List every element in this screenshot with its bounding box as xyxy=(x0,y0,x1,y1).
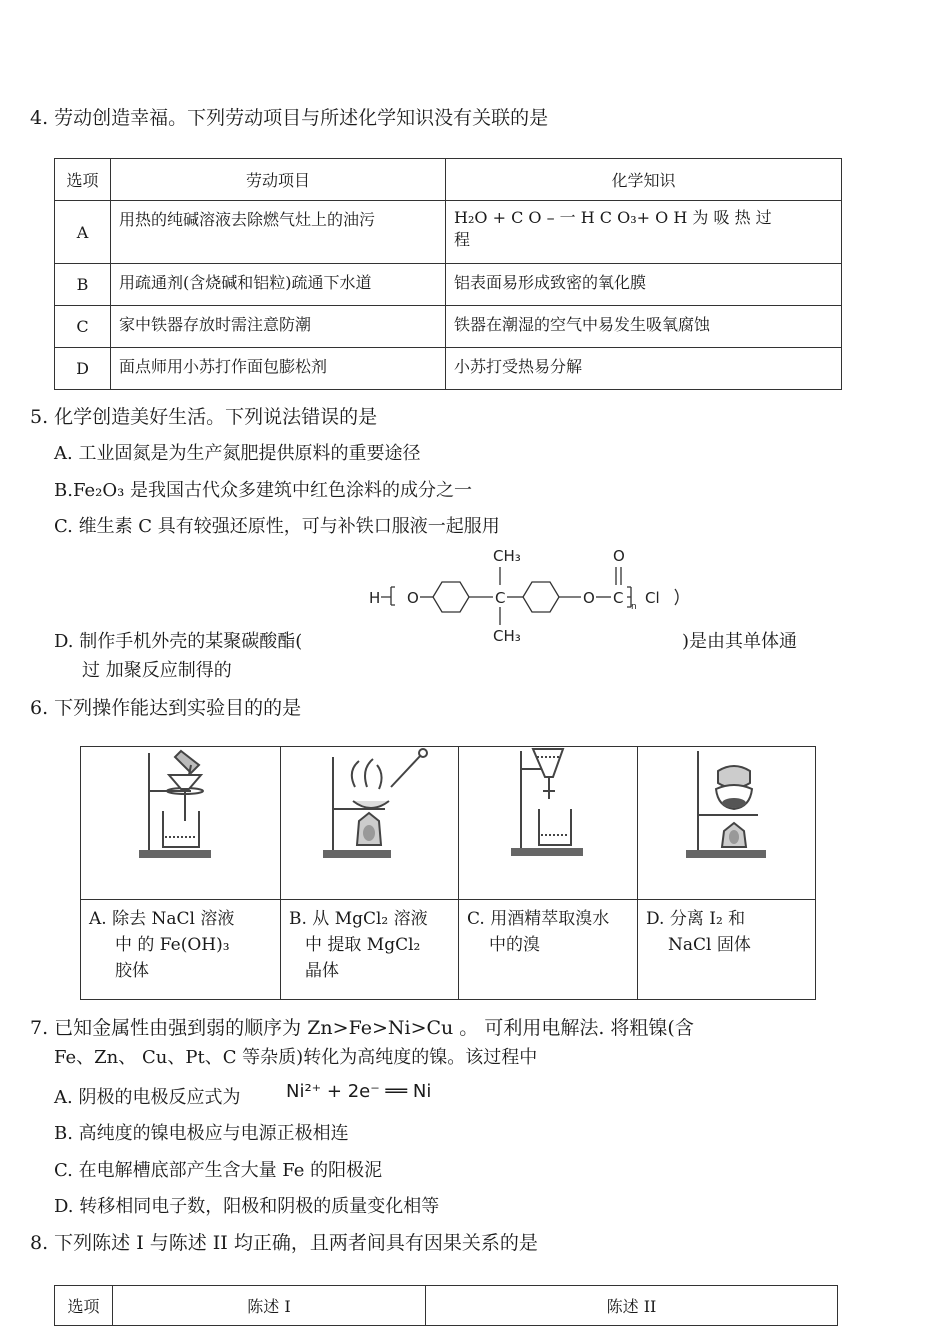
q6-caption-a-line1: A. 除去 NaCl 溶液 xyxy=(89,909,235,929)
q6-caption-c-line2: 中的溴 xyxy=(489,935,540,955)
q4-row-a-knowledge-line2: 程 xyxy=(454,230,471,249)
q4-row-b-item: 用疏通剂(含烧碱和铝粒)疏通下水道 xyxy=(111,264,446,306)
q6-caption-c xyxy=(459,900,638,1000)
q4-row-c-item: 家中铁器存放时需注意防潮 xyxy=(111,306,446,348)
q4-stem: 4. 劳动创造幸福。下列劳动项目与所述化学知识没有关联的是 xyxy=(30,107,549,129)
formula-c: C xyxy=(495,589,506,607)
polycarbonate-formula xyxy=(365,545,695,645)
q6-caption-b xyxy=(281,900,459,1000)
q5-option-c: C. 维生素 C 具有较强还原性，可与补铁口服液一起服用 xyxy=(54,516,500,537)
q6-table xyxy=(80,746,816,1000)
table-row xyxy=(55,201,842,264)
q6-caption-b-line3: 晶体 xyxy=(305,961,339,981)
formula-ch3-top: CH₃ xyxy=(493,547,521,565)
q8-table xyxy=(54,1285,838,1326)
q8-header-statement-1: 陈述 I xyxy=(113,1286,426,1326)
q5-option-d-part1: D. 制作手机外壳的某聚碳酸酯( xyxy=(54,631,303,652)
q4-row-c-knowledge: 铁器在潮湿的空气中易发生吸氧腐蚀 xyxy=(446,306,842,348)
table-row xyxy=(55,306,842,348)
q4-row-d-knowledge: 小苏打受热易分解 xyxy=(446,348,842,390)
formula-o-top: O xyxy=(613,547,625,565)
table-row xyxy=(55,348,842,390)
q6-caption-d xyxy=(638,900,816,1000)
q7-stem-line2: Fe、Zn、 Cu、Pt、C 等杂质)转化为高纯度的镍。该过程中 xyxy=(54,1047,538,1068)
q4-header-item: 劳动项目 xyxy=(111,159,446,201)
sublimation-apparatus-image xyxy=(638,747,815,899)
formula-h: H xyxy=(369,589,381,607)
q4-table xyxy=(54,158,842,390)
q7-option-d: D. 转移相同电子数，阳极和阴极的质量变化相等 xyxy=(54,1196,440,1217)
q8-header-option: 选项 xyxy=(55,1286,113,1326)
q6-caption-a-line2: 中 的 Fe(OH)₃ xyxy=(115,935,230,955)
table-row xyxy=(55,264,842,306)
formula-n: n xyxy=(631,602,637,612)
q4-row-d-item: 面点师用小苏打作面包膨松剂 xyxy=(111,348,446,390)
q5-stem: 5. 化学创造美好生活。下列说法错误的是 xyxy=(30,406,378,428)
q4-row-a-knowledge xyxy=(446,201,842,264)
q4-row-a-item: 用热的纯碱溶液去除燃气灶上的油污 xyxy=(111,201,446,264)
q8-stem: 8. 下列陈述 I 与陈述 II 均正确，且两者间具有因果关系的是 xyxy=(30,1232,538,1254)
q7-option-b: B. 高纯度的镍电极应与电源正极相连 xyxy=(54,1123,349,1144)
formula-ch3-bottom: CH₃ xyxy=(493,627,521,645)
separatory-funnel-apparatus-image xyxy=(459,747,636,899)
formula-o2: O xyxy=(583,589,595,607)
q4-row-a-knowledge-line1: H₂O + C O – 一 H C O₃+ O H 为 吸 热 过 xyxy=(454,208,772,227)
q4-row-d-option: D xyxy=(55,348,111,390)
q6-caption-b-line2: 中 提取 MgCl₂ xyxy=(305,935,421,955)
q5-option-b: B.Fe₂O₃ 是我国古代众多建筑中红色涂料的成分之一 xyxy=(54,480,473,501)
formula-o1: O xyxy=(407,589,419,607)
q7-option-a-equation: Ni²⁺ + 2e⁻ ══ Ni xyxy=(286,1081,432,1102)
q5-option-a: A. 工业固氮是为生产氮肥提供原料的重要途径 xyxy=(54,443,421,464)
formula-c2: C xyxy=(613,589,624,607)
q6-caption-a xyxy=(81,900,281,1000)
q5-option-d-part3: 过 加聚反应制得的 xyxy=(82,660,232,681)
q7-option-a: A. 阴极的电极反应式为 xyxy=(54,1087,241,1108)
filtration-apparatus-image xyxy=(81,747,279,899)
q7-stem-line1: 7. 已知金属性由强到弱的顺序为 Zn>Fe>Ni>Cu 。 可利用电解法. 将粗镍(含 xyxy=(30,1017,694,1039)
q5-option-d-part2: )是由其单体通 xyxy=(682,631,798,652)
q6-caption-d-line2: NaCl 固体 xyxy=(668,935,751,955)
q8-header-statement-2: 陈述 II xyxy=(426,1286,838,1326)
q6-caption-a-line3: 胶体 xyxy=(115,961,149,981)
q6-stem: 6. 下列操作能达到实验目的的是 xyxy=(30,697,302,719)
q4-row-a-option: A xyxy=(55,201,111,264)
q4-row-b-option: B xyxy=(55,264,111,306)
q6-caption-d-line1: D. 分离 I₂ 和 xyxy=(646,909,746,929)
q4-row-c-option: C xyxy=(55,306,111,348)
formula-cl: Cl xyxy=(645,589,660,607)
q4-header-knowledge: 化学知识 xyxy=(446,159,842,201)
q7-option-c: C. 在电解槽底部产生含大量 Fe 的阳极泥 xyxy=(54,1160,383,1181)
q6-caption-b-line1: B. 从 MgCl₂ 溶液 xyxy=(289,909,428,929)
q4-row-b-knowledge: 铝表面易形成致密的氧化膜 xyxy=(446,264,842,306)
q4-header-option: 选项 xyxy=(55,159,111,201)
evaporation-apparatus-image xyxy=(281,747,457,899)
q6-caption-c-line1: C. 用酒精萃取溴水 xyxy=(467,909,610,929)
